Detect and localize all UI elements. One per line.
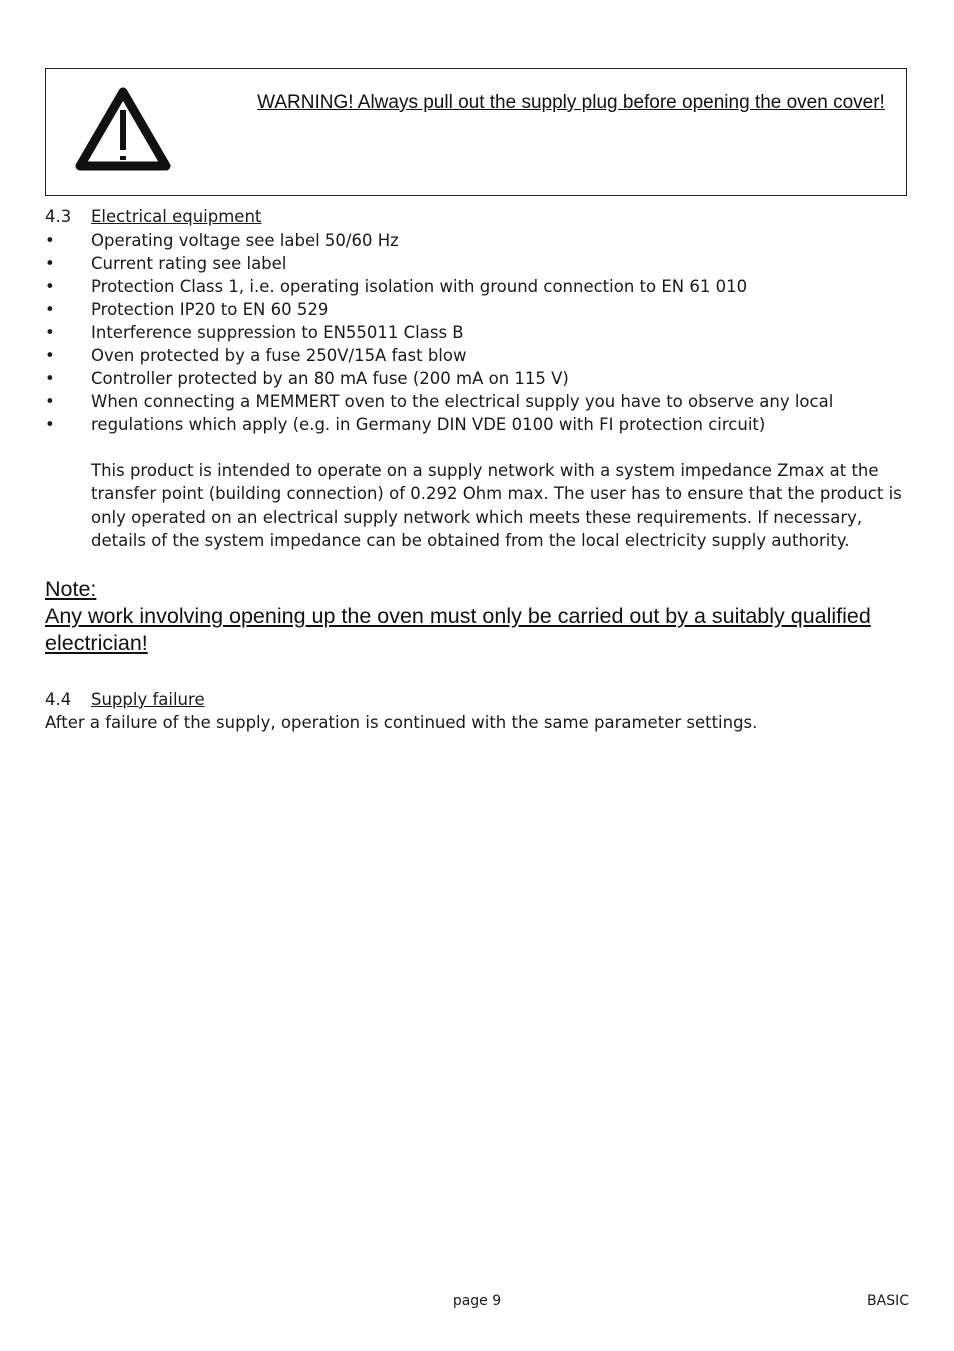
section-heading-electrical-equipment — [45, 205, 261, 228]
list-item: • Current rating see label — [45, 254, 287, 273]
section-number: 4.3 — [45, 207, 72, 226]
bullet-icon: • — [45, 277, 55, 296]
bullet-icon: • — [45, 415, 55, 434]
list-item: • regulations which apply (e.g. in Germany DIN VDE 0100 with FI protection circuit) — [45, 415, 766, 434]
bullet-icon: • — [45, 346, 55, 365]
list-item: • Interference suppression to EN55011 Class B — [45, 323, 464, 342]
list-item: • Operating voltage see label 50/60 Hz — [45, 231, 399, 250]
note-text: Any work involving opening up the oven must only be carried out by a suitably qualified electrician! — [45, 604, 871, 655]
section-title: Electrical equipment — [91, 207, 262, 226]
list-item: • When connecting a MEMMERT oven to the electrical supply you have to observe any local — [45, 392, 834, 411]
note-label: Note: — [45, 577, 97, 601]
note-block — [45, 576, 920, 657]
section-number: 4.4 — [45, 690, 72, 709]
bullet-icon: • — [45, 231, 55, 250]
section-heading-supply-failure — [45, 688, 205, 711]
electrical-equipment-list — [45, 229, 833, 436]
bullet-icon: • — [45, 254, 55, 273]
page-number: page 9 — [452, 1293, 502, 1309]
system-impedance-paragraph: This product is intended to operate on a supply network with a system impedance Zmax at the transfer point (building connection) of 0.292 Ohm max. The user has to ensure that the product is only operated on an electrical supply network which meets these requirements. If necessary, details of the system impedance can be obtained from the local electricity supply authority. — [91, 461, 902, 550]
warning-text: WARNING! Always pull out the supply plug before opening the oven cover! — [257, 92, 885, 113]
bullet-icon: • — [45, 392, 55, 411]
warning-triangle-icon — [74, 86, 172, 174]
section-title: Supply failure — [91, 690, 205, 709]
bullet-icon: • — [45, 300, 55, 319]
bullet-icon: • — [45, 369, 55, 388]
list-item: • Oven protected by a fuse 250V/15A fast blow — [45, 346, 467, 365]
list-item: • Controller protected by an 80 mA fuse (200 mA on 115 V) — [45, 369, 569, 388]
bullet-icon: • — [45, 323, 55, 342]
model-label: BASIC — [867, 1293, 909, 1309]
list-item: • Protection IP20 to EN 60 529 — [45, 300, 329, 319]
list-item: • Protection Class 1, i.e. operating isolation with ground connection to EN 61 010 — [45, 277, 748, 296]
supply-failure-text: After a failure of the supply, operation is continued with the same parameter settings. — [45, 713, 758, 732]
warning-box — [45, 68, 907, 196]
